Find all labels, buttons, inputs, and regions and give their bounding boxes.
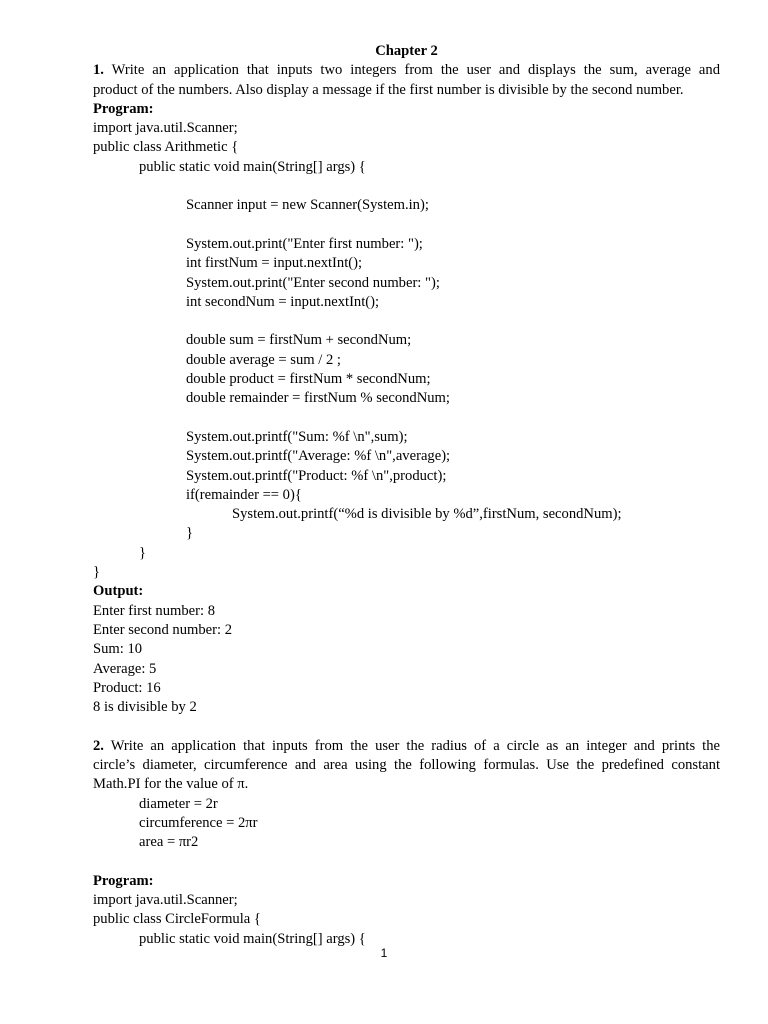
- code-line: double product = firstNum * secondNum;: [186, 371, 431, 388]
- output-line: Average: 5: [93, 660, 157, 677]
- q1-text-line-2: product of the numbers. Also display a message if the first number is divisible by the second number.: [93, 81, 684, 98]
- code-line: Scanner input = new Scanner(System.in);: [186, 197, 429, 214]
- document-page: [93, 42, 720, 949]
- q1-text-line-1: [93, 61, 720, 80]
- blank-line: [93, 177, 720, 196]
- q1-number: 1.: [93, 62, 104, 79]
- code-line: int firstNum = input.nextInt();: [186, 255, 363, 272]
- blank-line: [93, 409, 720, 428]
- q2-number: 2.: [93, 737, 104, 754]
- code-line: public static void main(String[] args) {: [139, 930, 366, 947]
- blank-line: [93, 216, 720, 235]
- code-line: System.out.printf(“%d is divisible by %d”,firstNum, secondNum);: [232, 506, 622, 523]
- q2-text-1: Write an application that inputs from the user the radius of a circle as an integer and prints the: [103, 737, 720, 754]
- code-line: }: [139, 544, 147, 561]
- code-line: }: [93, 564, 101, 581]
- code-line: System.out.printf("Product: %f \n",product);: [186, 467, 447, 484]
- code-line: int secondNum = input.nextInt();: [186, 293, 380, 310]
- blank-line: [93, 312, 720, 331]
- q2-program-heading: Program:: [93, 872, 154, 889]
- q2-text-line-2: circle’s diameter, circumference and area using the following formulas. Use the predefined constant: [93, 756, 720, 773]
- q1-text-1: Write an application that inputs two integers from the user and displays the sum, average and: [103, 62, 720, 79]
- q1-program-heading: Program:: [93, 100, 154, 117]
- code-line: if(remainder == 0){: [186, 486, 302, 503]
- code-line: double average = sum / 2 ;: [186, 351, 341, 368]
- blank-line: [93, 852, 720, 871]
- formula-area: area = πr2: [139, 834, 199, 851]
- output-line: Enter first number: 8: [93, 602, 215, 619]
- formula-diameter: diameter = 2r: [139, 795, 218, 812]
- code-line: import java.util.Scanner;: [93, 120, 238, 137]
- code-line: System.out.print("Enter first number: ");: [186, 235, 423, 252]
- code-line: System.out.printf("Sum: %f \n",sum);: [186, 428, 408, 445]
- formula-circumference: circumference = 2πr: [139, 814, 258, 831]
- output-line: Sum: 10: [93, 641, 143, 658]
- page-number: 1: [380, 946, 388, 960]
- q2-text-line-1: [93, 737, 720, 756]
- output-line: Enter second number: 2: [93, 621, 233, 638]
- output-line: 8 is divisible by 2: [93, 699, 197, 716]
- q2-text-line-3: Math.PI for the value of π.: [93, 776, 249, 793]
- code-line: }: [186, 525, 194, 542]
- chapter-title: Chapter 2: [375, 43, 438, 59]
- blank-line: [93, 717, 720, 736]
- code-line: double remainder = firstNum % secondNum;: [186, 390, 450, 407]
- code-line: public static void main(String[] args) {: [139, 158, 366, 175]
- code-line: public class Arithmetic {: [93, 139, 239, 156]
- output-line: Product: 16: [93, 679, 161, 696]
- code-line: import java.util.Scanner;: [93, 892, 238, 909]
- q1-output-heading: Output:: [93, 583, 144, 600]
- code-line: System.out.printf("Average: %f \n",average);: [186, 448, 451, 465]
- code-line: double sum = firstNum + secondNum;: [186, 332, 412, 349]
- code-line: System.out.print("Enter second number: ");: [186, 274, 440, 291]
- code-line: public class CircleFormula {: [93, 911, 261, 928]
